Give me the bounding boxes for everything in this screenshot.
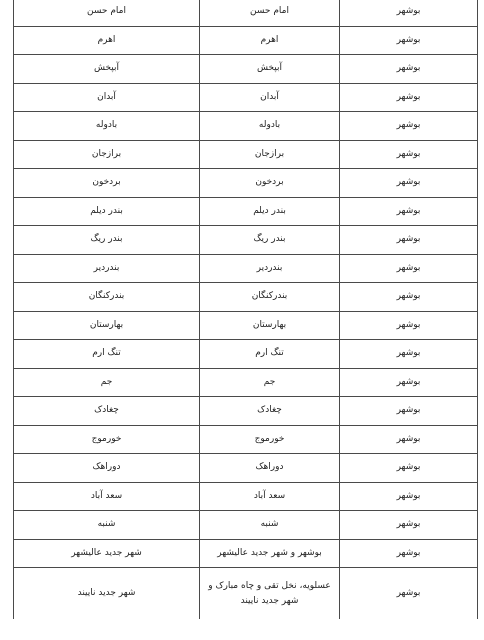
district-cell: برازجان [199,141,339,169]
district-cell: بهارستان [199,312,339,340]
district-cell: امام حسن [199,0,339,26]
table-row [13,368,478,397]
table-row [13,482,478,511]
table-row [13,140,478,169]
city-cell: آبپخش [13,55,199,83]
city-cell: بردخون [13,169,199,197]
district-cell: عسلویه، نخل تقی و چاه مبارک و شهر جدید ناییند [199,568,339,619]
province-cell: بوشهر [339,312,478,340]
province-cell: بوشهر [339,454,478,482]
province-cell: بوشهر [339,84,478,112]
province-cell: بوشهر [339,369,478,397]
district-cell: بندرکنگان [199,283,339,311]
district-cell: بادوله [199,112,339,140]
province-cell: بوشهر [339,0,478,26]
city-cell: آبدان [13,84,199,112]
table-row [13,0,478,26]
table-row [13,282,478,311]
province-cell: بوشهر [339,112,478,140]
district-cell: بندر ریگ [199,226,339,254]
table-row [13,254,478,283]
city-cell: دوراهک [13,454,199,482]
city-cell: چغادک [13,397,199,425]
table-row [13,339,478,368]
district-cell: سعد آباد [199,483,339,511]
city-cell: بهارستان [13,312,199,340]
province-cell: بوشهر [339,169,478,197]
province-cell: بوشهر [339,426,478,454]
district-cell: جم [199,369,339,397]
city-cell: اهرم [13,27,199,55]
province-cell: بوشهر [339,340,478,368]
table-row [13,111,478,140]
province-cell: بوشهر [339,27,478,55]
table-row [13,539,478,568]
province-cell: بوشهر [339,198,478,226]
city-cell: امام حسن [13,0,199,26]
city-cell: بندر دیلم [13,198,199,226]
city-cell: برازجان [13,141,199,169]
table-row [13,83,478,112]
table-row [13,26,478,55]
table-row [13,197,478,226]
city-cell: شنبه [13,511,199,539]
table-row [13,54,478,83]
table-row [13,425,478,454]
table-row [13,396,478,425]
table-row [13,168,478,197]
table-row [13,311,478,340]
district-cell: بندر دیلم [199,198,339,226]
province-cell: بوشهر [339,540,478,568]
province-cell: بوشهر [339,397,478,425]
district-cell: بندردیر [199,255,339,283]
province-cell: بوشهر [339,568,478,619]
city-cell: شهر جدید ناییند [13,568,199,619]
table-row [13,453,478,482]
city-cell: تنگ ارم [13,340,199,368]
city-cell: سعد آباد [13,483,199,511]
district-cell: خورموج [199,426,339,454]
province-cell: بوشهر [339,255,478,283]
district-cell: دوراهک [199,454,339,482]
district-cell: اهرم [199,27,339,55]
city-cell: بندردیر [13,255,199,283]
city-cell: بندر ریگ [13,226,199,254]
district-cell: آبپخش [199,55,339,83]
district-cell: تنگ ارم [199,340,339,368]
city-cell: بادوله [13,112,199,140]
district-cell: شنبه [199,511,339,539]
province-cell: بوشهر [339,283,478,311]
city-cell: شهر جدید عالیشهر [13,540,199,568]
cities-table [13,0,478,619]
city-cell: خورموج [13,426,199,454]
province-cell: بوشهر [339,55,478,83]
district-cell: بوشهر و شهر جدید عالیشهر [199,540,339,568]
province-cell: بوشهر [339,226,478,254]
district-cell: بردخون [199,169,339,197]
province-cell: بوشهر [339,511,478,539]
table-row [13,510,478,539]
city-cell: بندرکنگان [13,283,199,311]
table-row [13,225,478,254]
district-cell: آبدان [199,84,339,112]
table-row [13,567,478,619]
province-cell: بوشهر [339,483,478,511]
district-cell: چغادک [199,397,339,425]
province-cell: بوشهر [339,141,478,169]
city-cell: جم [13,369,199,397]
